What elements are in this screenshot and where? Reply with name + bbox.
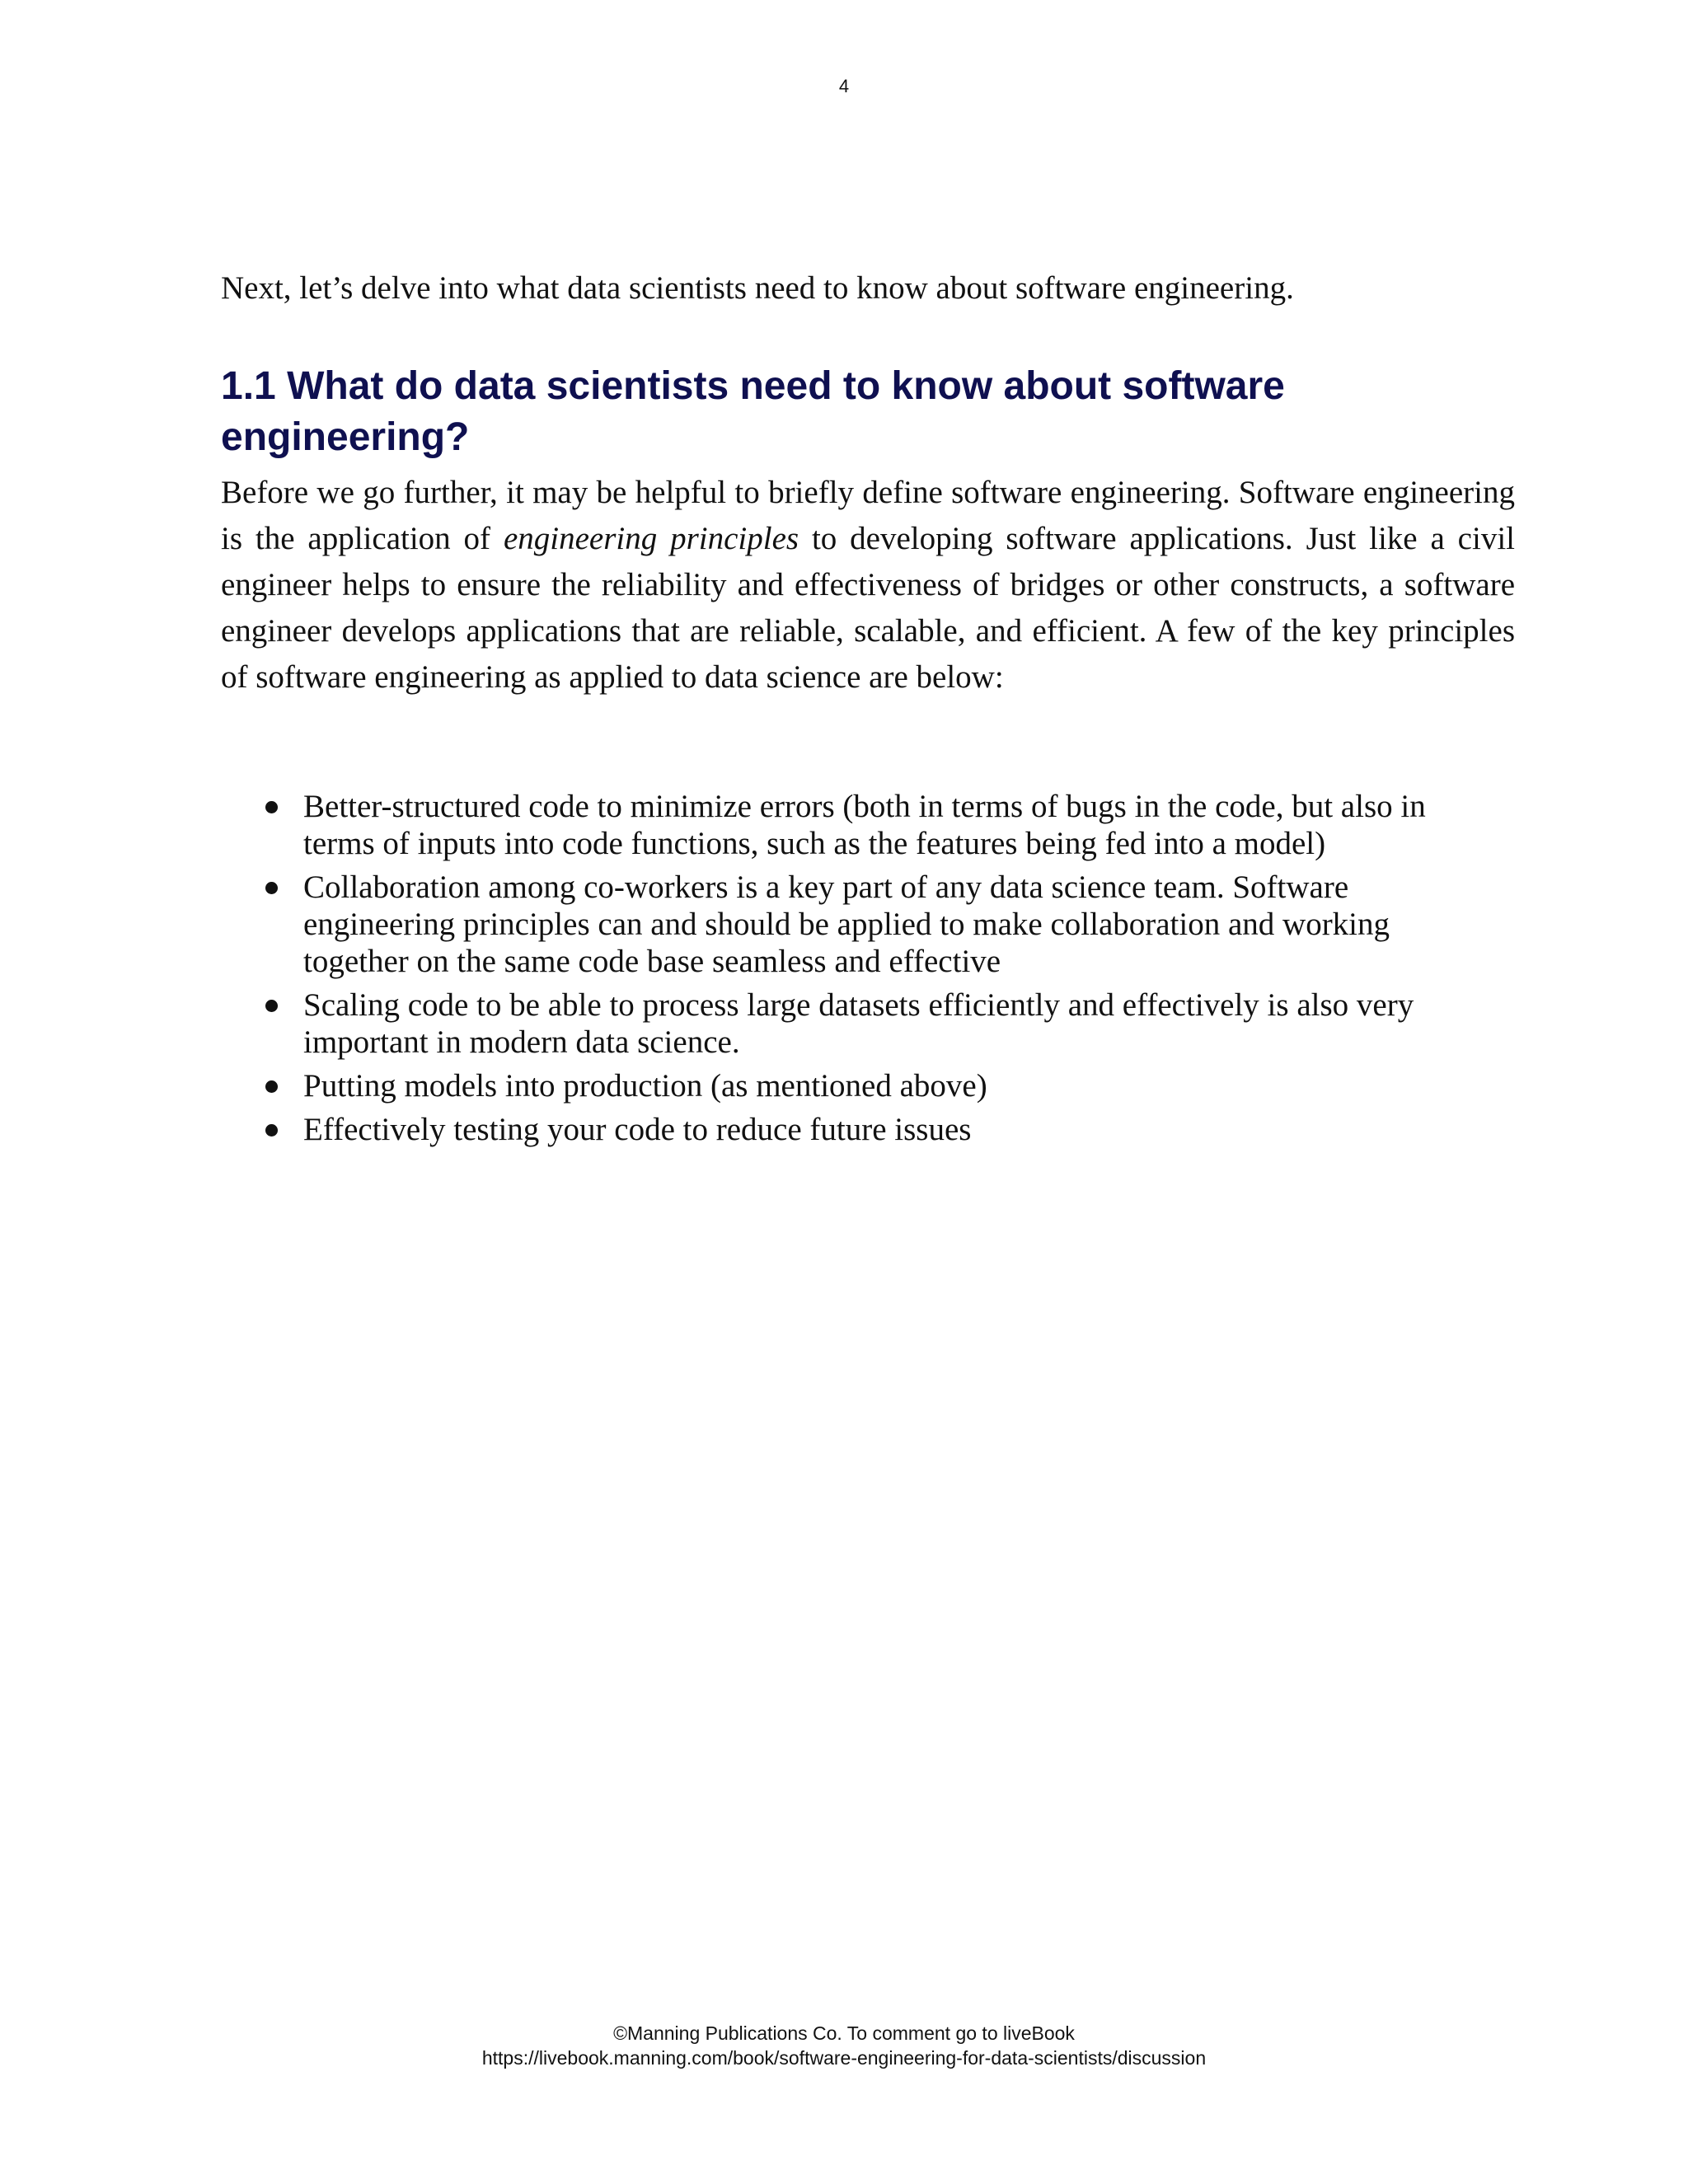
bullet-icon <box>265 1124 278 1137</box>
list-item <box>221 1111 1474 1148</box>
definition-paragraph <box>221 470 1515 701</box>
bullet-icon <box>265 1080 278 1093</box>
list-item-text: Putting models into production (as mentioned above) <box>303 1068 987 1104</box>
list-item <box>221 869 1474 980</box>
list-item-text: Collaboration among co-workers is a key part of any data science team. Software engineering principles can and should be applied to make collaboration and working together on the same code base seamless and effective <box>303 869 1390 979</box>
list-item <box>221 1067 1474 1104</box>
bullet-icon <box>265 801 278 813</box>
section-heading: 1.1 What do data scientists need to know about software engineering? <box>221 364 1285 459</box>
bullet-icon <box>265 1000 278 1012</box>
page-content <box>221 265 1515 1155</box>
list-item-text: Effectively testing your code to reduce future issues <box>303 1112 972 1147</box>
page-footer <box>0 2021 1688 2070</box>
intro-paragraph: Next, let’s delve into what data scientists need to know about software engineering. <box>221 270 1294 306</box>
paragraph-text-end: to developing software applications. Just like a civil engineer helps to ensure the reliability and effectiveness of bridges or other constructs, a software engineer develops applications that are reliable, scalable, and efficient. A few of the key principles of software engineering as applied to data science are below: <box>221 521 1515 695</box>
list-item-text: Scaling code to be able to process large datasets efficiently and effectively is also very important in modern data science. <box>303 987 1414 1060</box>
list-item-text: Better-structured code to minimize errors (both in terms of bugs in the code, but also in terms of inputs into code functions, such as the features being fed into a model) <box>303 789 1426 861</box>
page-number: 4 <box>838 76 850 96</box>
bullet-icon <box>265 882 278 894</box>
principles-list <box>221 788 1474 1148</box>
paragraph-text-start: Before we go further, it may be helpful to briefly define software engineering. Software engineering is the application of <box>221 475 1515 556</box>
list-item <box>221 987 1474 1061</box>
list-item <box>221 788 1474 862</box>
emphasized-term: engineering principles <box>503 521 799 556</box>
discussion-url[interactable]: https://livebook.manning.com/book/software-engineering-for-data-scientists/discussion <box>481 2047 1207 2069</box>
copyright-notice: ©Manning Publications Co. To comment go to liveBook <box>613 2022 1075 2044</box>
